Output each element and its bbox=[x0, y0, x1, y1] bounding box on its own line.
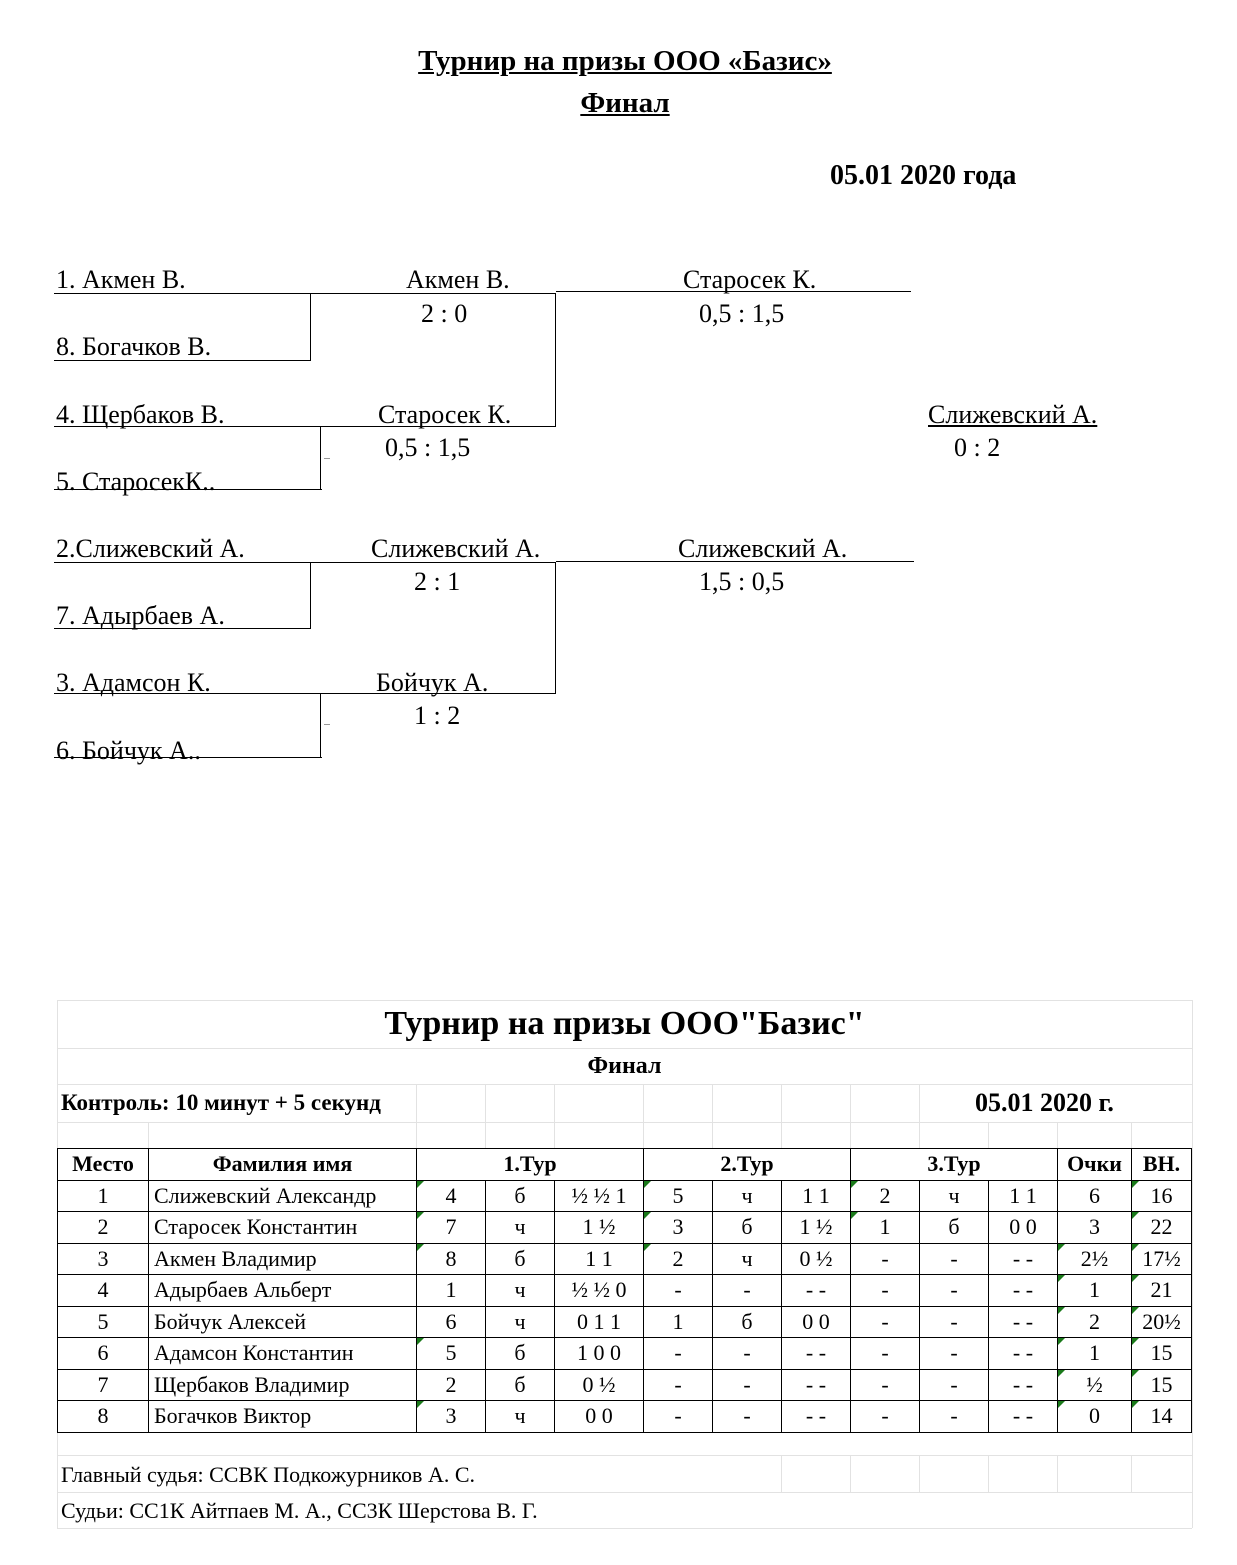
row-name bbox=[149, 1369, 417, 1401]
row-name-text: Богачков Виктор bbox=[154, 1403, 312, 1429]
row-name-text: Слижевский Александр bbox=[154, 1182, 377, 1208]
row-t3-opponent bbox=[851, 1338, 920, 1370]
row-t2-opponent bbox=[644, 1369, 713, 1401]
row-t2-result bbox=[782, 1306, 851, 1338]
row-place-text: 6 bbox=[97, 1340, 109, 1366]
bracket-player: 2.Слижевский А. bbox=[56, 534, 245, 563]
row-t2-color bbox=[713, 1306, 782, 1338]
cell-comment-marker bbox=[1058, 1244, 1065, 1251]
row-name-text: Адамсон Константин bbox=[154, 1340, 354, 1366]
row-t1-opponent-text: 2 bbox=[445, 1371, 457, 1397]
bracket-player: 5. СтаросекК.. bbox=[56, 467, 216, 496]
row-t3-color bbox=[920, 1180, 989, 1212]
row-t1-result-text: 1 0 0 bbox=[577, 1340, 621, 1366]
row-t2-result-text: 0 0 bbox=[802, 1308, 830, 1334]
sf-score: 1,5 : 0,5 bbox=[699, 567, 785, 596]
row-t3-opponent-text: - bbox=[881, 1245, 889, 1271]
row-t1-color-text: б bbox=[514, 1340, 526, 1366]
row-t2-opponent-text: - bbox=[674, 1340, 682, 1366]
row-t1-opponent-text: 8 bbox=[445, 1245, 457, 1271]
row-points bbox=[1058, 1275, 1132, 1307]
row-t2-opponent bbox=[644, 1338, 713, 1370]
row-t2-opponent-text: 1 bbox=[672, 1308, 684, 1334]
bracket-player: 1. Акмен В. bbox=[56, 265, 186, 294]
bracket-player: 7. Адырбаев А. bbox=[56, 601, 225, 630]
bracket-player: 3. Адамсон К. bbox=[56, 668, 211, 697]
row-bh-text: 14 bbox=[1150, 1403, 1173, 1429]
row-t3-color-text: ч bbox=[948, 1182, 960, 1208]
row-t1-color bbox=[486, 1306, 555, 1338]
row-t1-color bbox=[486, 1401, 555, 1433]
row-name bbox=[149, 1212, 417, 1244]
row-points bbox=[1058, 1180, 1132, 1212]
header-tour2: 2.Тур bbox=[644, 1149, 851, 1181]
row-t3-opponent-text: - bbox=[881, 1340, 889, 1366]
row-t1-result-text: 1 1 bbox=[585, 1245, 613, 1271]
row-points bbox=[1058, 1306, 1132, 1338]
results-table bbox=[57, 1148, 1192, 1433]
cell-comment-marker bbox=[417, 1338, 424, 1345]
row-t2-color bbox=[713, 1338, 782, 1370]
row-place bbox=[58, 1369, 149, 1401]
row-t3-color-text: - bbox=[950, 1277, 958, 1303]
row-t3-result bbox=[989, 1369, 1058, 1401]
row-t1-color-text: б bbox=[514, 1245, 526, 1271]
cell-comment-marker bbox=[417, 1212, 424, 1219]
cell-comment-marker bbox=[644, 1212, 651, 1219]
row-t1-result-text: 0 ½ bbox=[582, 1371, 616, 1397]
qf-winner: Бойчук А. bbox=[376, 668, 489, 697]
cell-comment-marker bbox=[1132, 1275, 1139, 1282]
row-t3-result bbox=[989, 1212, 1058, 1244]
judges: Судьи: СС1К Айтпаев М. А., СС3К Шерстова В. Г. bbox=[61, 1498, 538, 1523]
row-t2-result bbox=[782, 1401, 851, 1433]
row-place bbox=[58, 1338, 149, 1370]
row-t3-result bbox=[989, 1306, 1058, 1338]
row-t2-result bbox=[782, 1243, 851, 1275]
row-t2-color-text: - bbox=[743, 1277, 751, 1303]
row-points bbox=[1058, 1243, 1132, 1275]
header-tour1: 1.Тур bbox=[417, 1149, 644, 1181]
row-t3-color bbox=[920, 1212, 989, 1244]
row-place-text: 7 bbox=[97, 1371, 109, 1397]
row-t2-opponent-text: - bbox=[674, 1277, 682, 1303]
row-t1-opponent bbox=[417, 1212, 486, 1244]
qf-score: 2 : 0 bbox=[421, 299, 468, 328]
row-points-text: ½ bbox=[1086, 1371, 1103, 1397]
document-subtitle: Финал bbox=[580, 87, 670, 119]
row-t2-color-text: - bbox=[743, 1371, 751, 1397]
table-row bbox=[58, 1243, 1192, 1275]
row-t1-result-text: 0 1 1 bbox=[577, 1308, 621, 1334]
table-row bbox=[58, 1306, 1192, 1338]
row-t2-opponent bbox=[644, 1212, 713, 1244]
row-t3-result-text: 1 1 bbox=[1009, 1182, 1037, 1208]
row-points-text: 1 bbox=[1089, 1277, 1100, 1303]
row-name bbox=[149, 1338, 417, 1370]
row-place bbox=[58, 1275, 149, 1307]
row-t1-result-text: 1 ½ bbox=[582, 1214, 616, 1240]
row-bh-text: 21 bbox=[1150, 1277, 1173, 1303]
row-t3-color bbox=[920, 1306, 989, 1338]
row-t2-color bbox=[713, 1369, 782, 1401]
row-points-text: 3 bbox=[1089, 1214, 1100, 1240]
row-place-text: 4 bbox=[97, 1277, 109, 1303]
row-t1-result bbox=[555, 1212, 644, 1244]
header-place: Место bbox=[58, 1149, 149, 1181]
row-t3-color-text: - bbox=[950, 1371, 958, 1397]
sf-winner: Слижевский А. bbox=[678, 534, 848, 563]
row-t3-result-text: - - bbox=[1012, 1277, 1034, 1303]
row-bh bbox=[1132, 1243, 1192, 1275]
row-bh-text: 15 bbox=[1150, 1340, 1173, 1366]
row-t1-opponent-text: 3 bbox=[445, 1403, 457, 1429]
row-t2-result-text: - - bbox=[805, 1403, 827, 1429]
row-t2-result-text: - - bbox=[805, 1371, 827, 1397]
row-points bbox=[1058, 1401, 1132, 1433]
row-name-text: Бойчук Алексей bbox=[154, 1308, 307, 1334]
row-t1-color-text: ч bbox=[514, 1214, 526, 1240]
row-points-text: 6 bbox=[1089, 1182, 1100, 1208]
row-t2-opponent-text: 5 bbox=[672, 1182, 684, 1208]
row-t3-result-text: - - bbox=[1012, 1245, 1034, 1271]
row-t3-color-text: - bbox=[950, 1340, 958, 1366]
cell-comment-marker bbox=[1058, 1307, 1065, 1314]
row-t1-result bbox=[555, 1338, 644, 1370]
row-t1-color bbox=[486, 1243, 555, 1275]
row-t3-color bbox=[920, 1401, 989, 1433]
row-name bbox=[149, 1243, 417, 1275]
row-t2-opponent bbox=[644, 1243, 713, 1275]
row-t1-color-text: ч bbox=[514, 1277, 526, 1303]
row-t1-color-text: б bbox=[514, 1371, 526, 1397]
row-points bbox=[1058, 1212, 1132, 1244]
table-header-row bbox=[58, 1149, 1192, 1181]
document-title: Турнир на призы ООО «Базис» bbox=[418, 45, 832, 77]
cell-comment-marker bbox=[1058, 1338, 1065, 1345]
qf-winner: Слижевский А. bbox=[371, 534, 541, 563]
row-t2-result-text: - - bbox=[805, 1340, 827, 1366]
bracket-player: 4. Щербаков В. bbox=[56, 400, 225, 429]
row-t1-color bbox=[486, 1338, 555, 1370]
row-t2-result bbox=[782, 1338, 851, 1370]
row-t3-result bbox=[989, 1338, 1058, 1370]
row-t3-color-text: б bbox=[948, 1214, 960, 1240]
row-place bbox=[58, 1180, 149, 1212]
final-score: 0 : 2 bbox=[954, 433, 1001, 462]
row-t1-opponent bbox=[417, 1306, 486, 1338]
row-t2-opponent bbox=[644, 1275, 713, 1307]
row-t1-result bbox=[555, 1401, 644, 1433]
bracket-player: 8. Богачков В. bbox=[56, 332, 212, 361]
row-bh bbox=[1132, 1338, 1192, 1370]
row-t1-result bbox=[555, 1180, 644, 1212]
row-t3-color-text: - bbox=[950, 1245, 958, 1271]
row-t2-result-text: 1 1 bbox=[802, 1182, 830, 1208]
row-points-text: 2 bbox=[1089, 1308, 1100, 1334]
cell-comment-marker bbox=[1058, 1401, 1065, 1408]
row-t2-opponent bbox=[644, 1306, 713, 1338]
row-t2-color-text: б bbox=[741, 1214, 753, 1240]
row-t2-opponent-text: - bbox=[674, 1403, 682, 1429]
row-bh bbox=[1132, 1212, 1192, 1244]
row-t3-opponent-text: - bbox=[881, 1403, 889, 1429]
sf-winner: Старосек К. bbox=[683, 265, 817, 294]
row-t1-color bbox=[486, 1275, 555, 1307]
row-points-text: 1 bbox=[1089, 1340, 1100, 1366]
row-points bbox=[1058, 1338, 1132, 1370]
row-t2-color bbox=[713, 1180, 782, 1212]
final-winner: Слижевский А. bbox=[928, 400, 1098, 429]
row-t3-result bbox=[989, 1243, 1058, 1275]
row-t1-opponent bbox=[417, 1369, 486, 1401]
row-points-text: 2½ bbox=[1080, 1245, 1109, 1271]
row-t3-opponent-text: 2 bbox=[879, 1182, 891, 1208]
row-place bbox=[58, 1306, 149, 1338]
row-t1-color-text: б bbox=[514, 1182, 526, 1208]
row-t3-color bbox=[920, 1338, 989, 1370]
sf-score: 0,5 : 1,5 bbox=[699, 299, 785, 328]
row-t1-color bbox=[486, 1369, 555, 1401]
row-name bbox=[149, 1275, 417, 1307]
row-place bbox=[58, 1212, 149, 1244]
cell-comment-marker bbox=[1132, 1212, 1139, 1219]
row-t1-opponent bbox=[417, 1180, 486, 1212]
row-t2-result bbox=[782, 1369, 851, 1401]
header-points: Очки bbox=[1058, 1149, 1132, 1181]
row-bh-text: 16 bbox=[1150, 1182, 1173, 1208]
row-name-text: Адырбаев Альберт bbox=[154, 1277, 332, 1303]
row-t2-color bbox=[713, 1212, 782, 1244]
row-t3-opponent-text: - bbox=[881, 1277, 889, 1303]
document-date: 05.01 2020 года bbox=[830, 160, 1017, 191]
row-t3-opponent bbox=[851, 1180, 920, 1212]
header-tour3: 3.Тур bbox=[851, 1149, 1058, 1181]
row-t3-color-text: - bbox=[950, 1403, 958, 1429]
row-place bbox=[58, 1243, 149, 1275]
row-t2-color-text: ч bbox=[741, 1182, 753, 1208]
row-t2-result bbox=[782, 1212, 851, 1244]
row-t1-opponent-text: 5 bbox=[445, 1340, 457, 1366]
cell-comment-marker bbox=[1132, 1307, 1139, 1314]
row-t2-color bbox=[713, 1243, 782, 1275]
time-control: Контроль: 10 минут + 5 секунд bbox=[61, 1090, 381, 1115]
cell-comment-marker bbox=[417, 1181, 424, 1188]
row-t1-opponent-text: 7 bbox=[445, 1214, 457, 1240]
row-name-text: Щербаков Владимир bbox=[154, 1371, 350, 1397]
row-t2-result-text: - - bbox=[805, 1277, 827, 1303]
row-t3-result-text: - - bbox=[1012, 1371, 1034, 1397]
row-t2-color bbox=[713, 1401, 782, 1433]
row-t3-opponent bbox=[851, 1243, 920, 1275]
row-bh bbox=[1132, 1401, 1192, 1433]
table-date: 05.01 2020 г. bbox=[975, 1088, 1114, 1117]
row-place-text: 3 bbox=[97, 1245, 109, 1271]
row-t2-result-text: 0 ½ bbox=[799, 1245, 833, 1271]
row-points-text: 0 bbox=[1089, 1403, 1100, 1429]
cell-comment-marker bbox=[1132, 1244, 1139, 1251]
row-bh-text: 20½ bbox=[1142, 1308, 1181, 1334]
bracket-player: 6. Бойчук А.. bbox=[56, 736, 201, 765]
row-t3-result bbox=[989, 1401, 1058, 1433]
row-t1-result bbox=[555, 1243, 644, 1275]
row-t2-opponent-text: - bbox=[674, 1371, 682, 1397]
row-t3-opponent bbox=[851, 1369, 920, 1401]
row-t1-opponent bbox=[417, 1338, 486, 1370]
table-row bbox=[58, 1212, 1192, 1244]
row-t3-color-text: - bbox=[950, 1308, 958, 1334]
row-t1-color-text: ч bbox=[514, 1308, 526, 1334]
row-t1-opponent-text: 4 bbox=[445, 1182, 457, 1208]
row-place-text: 2 bbox=[97, 1214, 109, 1240]
row-t3-opponent-text: - bbox=[881, 1371, 889, 1397]
row-t3-result bbox=[989, 1275, 1058, 1307]
row-place-text: 5 bbox=[97, 1308, 109, 1334]
row-name bbox=[149, 1401, 417, 1433]
table-row bbox=[58, 1401, 1192, 1433]
row-t3-result-text: - - bbox=[1012, 1403, 1034, 1429]
row-t2-opponent bbox=[644, 1401, 713, 1433]
row-t2-result bbox=[782, 1180, 851, 1212]
header-bh: ВН. bbox=[1132, 1149, 1192, 1181]
row-bh-text: 17½ bbox=[1142, 1245, 1181, 1271]
row-t3-opponent bbox=[851, 1275, 920, 1307]
row-t1-color-text: ч bbox=[514, 1403, 526, 1429]
cell-comment-marker bbox=[851, 1181, 858, 1188]
row-t1-result bbox=[555, 1306, 644, 1338]
table-row bbox=[58, 1338, 1192, 1370]
row-points bbox=[1058, 1369, 1132, 1401]
cell-comment-marker bbox=[1132, 1181, 1139, 1188]
row-bh-text: 22 bbox=[1150, 1214, 1173, 1240]
row-t3-result-text: - - bbox=[1012, 1308, 1034, 1334]
cell-comment-marker bbox=[1132, 1370, 1139, 1377]
row-t2-color-text: - bbox=[743, 1340, 751, 1366]
row-t2-result bbox=[782, 1275, 851, 1307]
row-t1-opponent bbox=[417, 1401, 486, 1433]
row-bh bbox=[1132, 1369, 1192, 1401]
cell-comment-marker bbox=[1132, 1401, 1139, 1408]
row-t1-result bbox=[555, 1369, 644, 1401]
row-t3-color bbox=[920, 1369, 989, 1401]
qf-score: 2 : 1 bbox=[414, 567, 461, 596]
row-bh bbox=[1132, 1306, 1192, 1338]
row-place-text: 8 bbox=[97, 1403, 109, 1429]
row-bh bbox=[1132, 1180, 1192, 1212]
row-t2-color-text: б bbox=[741, 1308, 753, 1334]
row-t1-opponent-text: 1 bbox=[445, 1277, 457, 1303]
row-name-text: Старосек Константин bbox=[154, 1214, 358, 1240]
qf-winner: Акмен В. bbox=[406, 265, 510, 294]
row-place-text: 1 bbox=[97, 1182, 109, 1208]
cell-comment-marker bbox=[851, 1212, 858, 1219]
row-name bbox=[149, 1180, 417, 1212]
row-t1-opponent bbox=[417, 1275, 486, 1307]
cell-comment-marker bbox=[1058, 1275, 1065, 1282]
qf-score: 1 : 2 bbox=[414, 701, 461, 730]
table-row bbox=[58, 1180, 1192, 1212]
row-t2-opponent-text: 3 bbox=[672, 1214, 684, 1240]
row-t2-color-text: - bbox=[743, 1403, 751, 1429]
table-title: Турнир на призы ООО"Базис" bbox=[384, 1005, 865, 1042]
cell-comment-marker bbox=[417, 1401, 424, 1408]
row-t1-result bbox=[555, 1275, 644, 1307]
row-t1-opponent-text: 6 bbox=[445, 1308, 457, 1334]
row-t3-opponent-text: 1 bbox=[879, 1214, 891, 1240]
row-name bbox=[149, 1306, 417, 1338]
row-t2-color bbox=[713, 1275, 782, 1307]
row-bh-text: 15 bbox=[1150, 1371, 1173, 1397]
row-t2-opponent-text: 2 bbox=[672, 1245, 684, 1271]
cell-comment-marker bbox=[1132, 1338, 1139, 1345]
row-place bbox=[58, 1401, 149, 1433]
row-t3-opponent-text: - bbox=[881, 1308, 889, 1334]
row-t2-opponent bbox=[644, 1180, 713, 1212]
row-t3-opponent bbox=[851, 1212, 920, 1244]
qf-score: 0,5 : 1,5 bbox=[385, 433, 471, 462]
cell-comment-marker bbox=[417, 1244, 424, 1251]
row-t1-opponent bbox=[417, 1243, 486, 1275]
row-t3-opponent bbox=[851, 1401, 920, 1433]
row-t2-color-text: ч bbox=[741, 1245, 753, 1271]
row-t2-result-text: 1 ½ bbox=[799, 1214, 833, 1240]
row-name-text: Акмен Владимир bbox=[154, 1245, 317, 1271]
qf-winner: Старосек К. bbox=[378, 400, 512, 429]
row-t1-result-text: ½ ½ 1 bbox=[571, 1182, 627, 1208]
row-t3-color bbox=[920, 1243, 989, 1275]
table-row bbox=[58, 1275, 1192, 1307]
row-t3-opponent bbox=[851, 1306, 920, 1338]
row-t3-color bbox=[920, 1275, 989, 1307]
table-subtitle: Финал bbox=[587, 1053, 662, 1079]
chief-judge: Главный судья: ССВК Подкожурников А. С. bbox=[61, 1462, 476, 1487]
table-row bbox=[58, 1369, 1192, 1401]
cell-comment-marker bbox=[1058, 1370, 1065, 1377]
row-t1-color bbox=[486, 1212, 555, 1244]
cell-comment-marker bbox=[644, 1244, 651, 1251]
row-t3-result-text: - - bbox=[1012, 1340, 1034, 1366]
cell-comment-marker bbox=[644, 1181, 651, 1188]
header-name: Фамилия имя bbox=[149, 1149, 417, 1181]
row-t1-color bbox=[486, 1180, 555, 1212]
row-t1-result-text: 0 0 bbox=[585, 1403, 613, 1429]
row-t3-result-text: 0 0 bbox=[1009, 1214, 1037, 1240]
row-t3-result bbox=[989, 1180, 1058, 1212]
row-bh bbox=[1132, 1275, 1192, 1307]
row-t1-result-text: ½ ½ 0 bbox=[571, 1277, 627, 1303]
